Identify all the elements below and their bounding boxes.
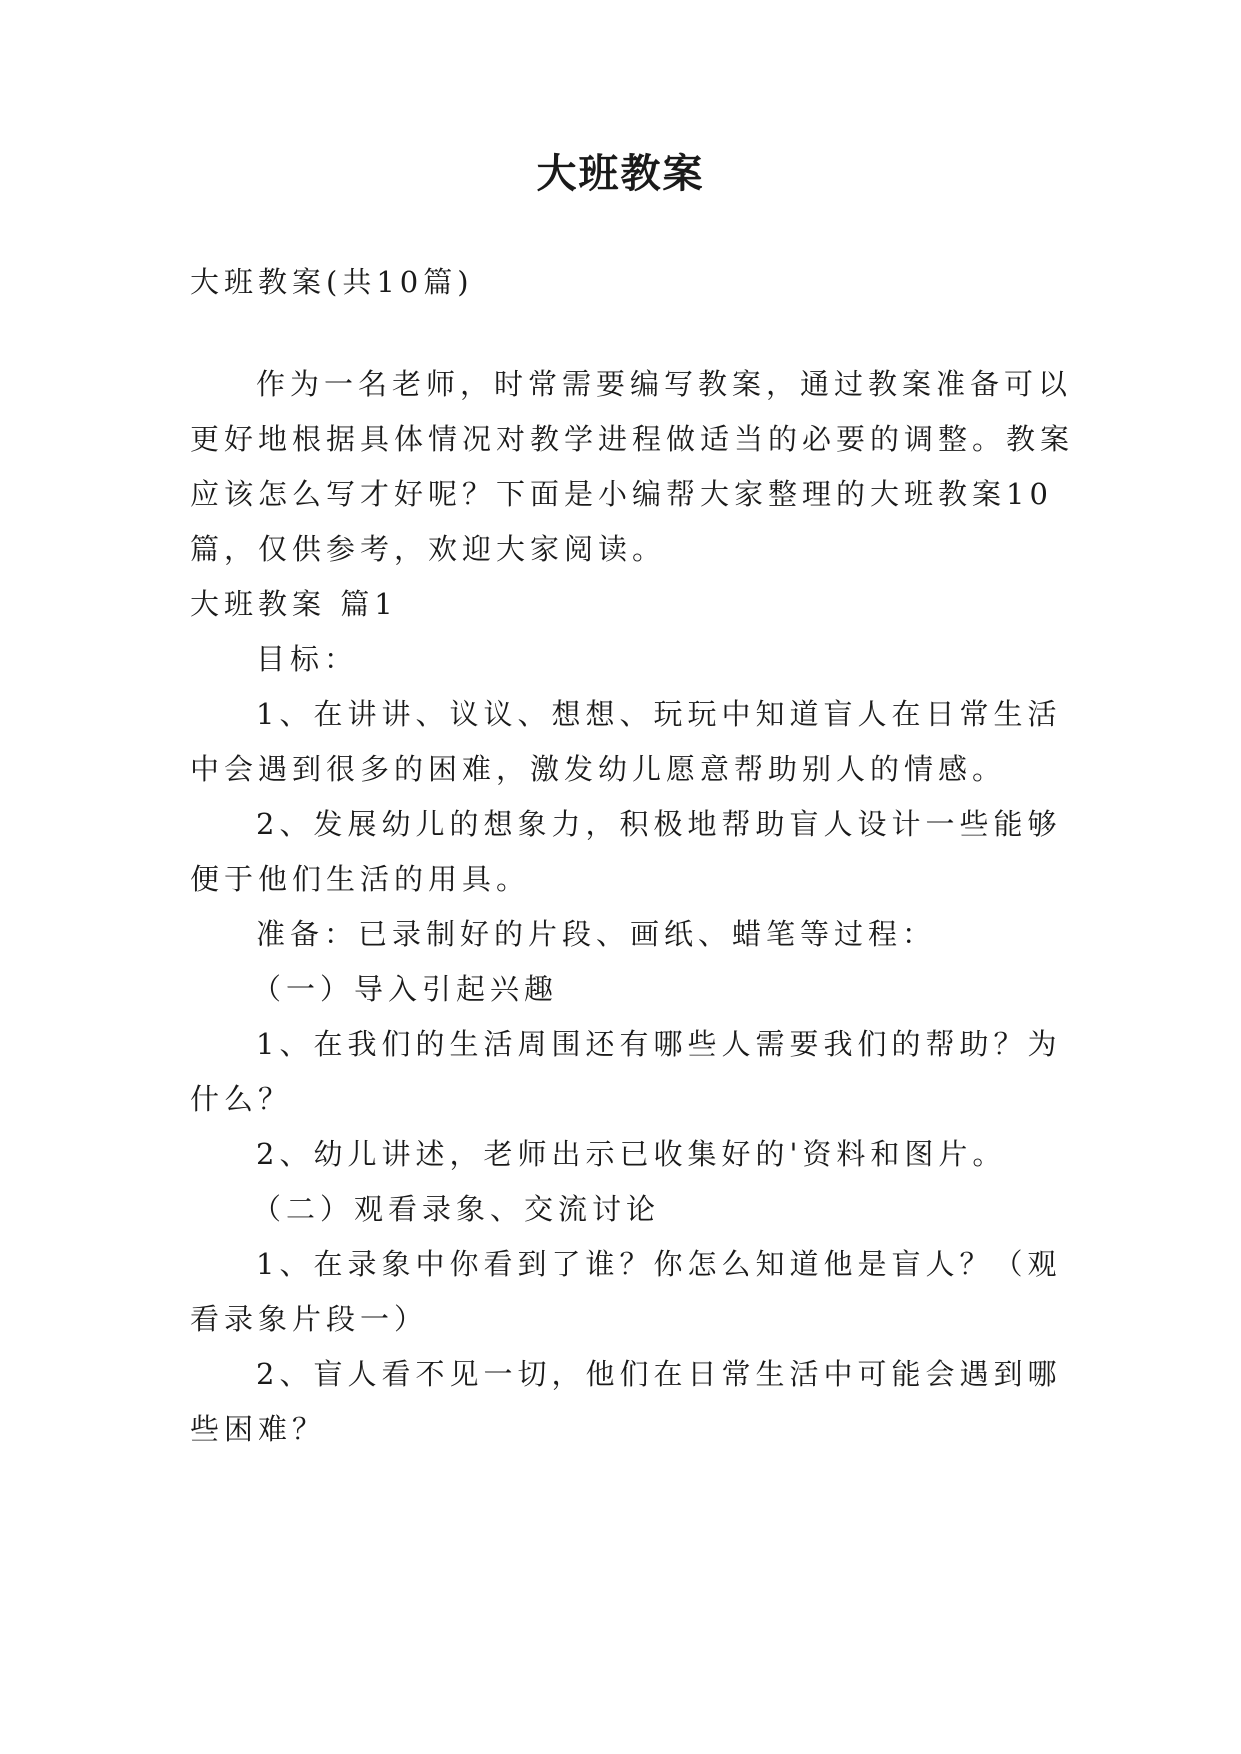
body-line-5: 便于他们生活的用具。 xyxy=(190,862,531,896)
body-line-1: 目标： xyxy=(256,642,359,676)
document-subtitle: 大班教案(共10篇) xyxy=(190,265,474,299)
body-line-4: 2、发展幼儿的想象力，积极地帮助盲人设计一些能够 xyxy=(256,807,1062,841)
section-heading: 大班教案 篇1 xyxy=(190,587,398,621)
intro-line-1: 作为一名老师，时常需要编写教案，通过教案准备可以 xyxy=(256,367,1073,401)
document-title: 大班教案 xyxy=(536,151,705,197)
body-line-6: 准备：已录制好的片段、画纸、蜡笔等过程： xyxy=(256,917,937,951)
body-line-14: 2、盲人看不见一切，他们在日常生活中可能会遇到哪 xyxy=(256,1357,1062,1391)
body-line-3: 中会遇到很多的困难，激发幼儿愿意帮助别人的情感。 xyxy=(190,752,1007,786)
intro-line-4: 篇，仅供参考，欢迎大家阅读。 xyxy=(190,532,667,566)
body-line-13: 看录象片段一） xyxy=(190,1302,429,1336)
body-line-8: 1、在我们的生活周围还有哪些人需要我们的帮助？为 xyxy=(256,1027,1062,1061)
body-line-11: （二）观看录象、交流讨论 xyxy=(252,1192,661,1226)
body-line-10: 2、幼儿讲述，老师出示已收集好的'资料和图片。 xyxy=(256,1137,1007,1171)
body-line-15: 些困难？ xyxy=(190,1412,327,1446)
intro-line-2: 更好地根据具体情况对教学进程做适当的必要的调整。教案 xyxy=(190,422,1075,456)
body-line-12: 1、在录象中你看到了谁？你怎么知道他是盲人？（观 xyxy=(256,1247,1062,1281)
body-line-9: 什么？ xyxy=(190,1082,293,1116)
body-line-2: 1、在讲讲、议议、想想、玩玩中知道盲人在日常生活 xyxy=(256,697,1062,731)
body-line-7: （一）导入引起兴趣 xyxy=(252,972,559,1006)
intro-line-3: 应该怎么写才好呢？下面是小编帮大家整理的大班教案10 xyxy=(190,477,1053,511)
